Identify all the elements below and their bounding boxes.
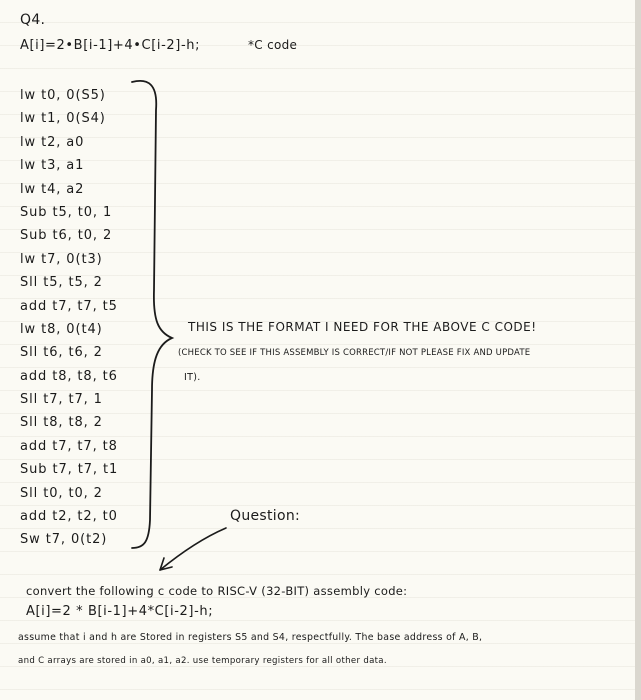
assembly-line: lw t8, 0(t4)	[20, 321, 103, 337]
assembly-line: lw t0, 0(S5)	[20, 88, 106, 103]
c-code-line: A[i]=2•B[i-1]+4•C[i-2]-h;	[20, 38, 201, 53]
check-note: (CHECK TO SEE IF THIS ASSEMBLY IS CORRECT/IF NOT PLEASE FIX AND UPDATE	[178, 348, 531, 358]
assembly-line: Sll t8, t8, 2	[20, 415, 103, 431]
assembly-line: add t2, t2, t0	[20, 509, 118, 525]
assembly-line: Sll t5, t5, 2	[20, 275, 103, 291]
c-code-comment: *C code	[248, 38, 298, 52]
assembly-line: lw t4, a2	[20, 181, 85, 197]
assembly-line: Sw t7, 0(t2)	[20, 532, 108, 548]
assembly-line: Sub t5, t0, 1	[20, 204, 113, 220]
assembly-line: add t7, t7, t5	[20, 298, 118, 314]
check-note-end: IT).	[184, 372, 201, 383]
assembly-line: Sub t6, t0, 2	[20, 228, 113, 244]
assembly-line: lw t3, a1	[20, 158, 85, 174]
assembly-line: add t7, t7, t8	[20, 438, 118, 454]
prompt-code-line: A[i]=2 * B[i-1]+4*C[i-2]-h;	[26, 604, 214, 619]
format-note: THIS IS THE FORMAT I NEED FOR THE ABOVE C CODE!	[188, 320, 537, 334]
assembly-line: Sub t7, t7, t1	[20, 462, 119, 478]
assembly-line: Sll t7, t7, 1	[20, 392, 103, 408]
assembly-line: lw t2, a0	[20, 134, 85, 150]
assembly-line: Sll t6, t6, 2	[20, 345, 103, 361]
prompt-line-4: and C arrays are stored in a0, a1, a2. use temporary registers for all other data.	[18, 656, 387, 666]
question-heading: Question:	[230, 508, 301, 524]
assembly-line: lw t7, 0(t3)	[20, 251, 103, 267]
assembly-line: lw t1, 0(S4)	[20, 111, 106, 127]
assembly-line: add t8, t8, t6	[20, 368, 118, 384]
question-label: Q4.	[20, 12, 46, 28]
assembly-line: Sll t0, t0, 2	[20, 485, 103, 501]
prompt-line-1: convert the following c code to RISC-V (32-BIT) assembly code:	[26, 584, 408, 598]
prompt-line-3: assume that i and h are Stored in registers S5 and S4, respectfully. The base address of A, B,	[18, 632, 483, 643]
